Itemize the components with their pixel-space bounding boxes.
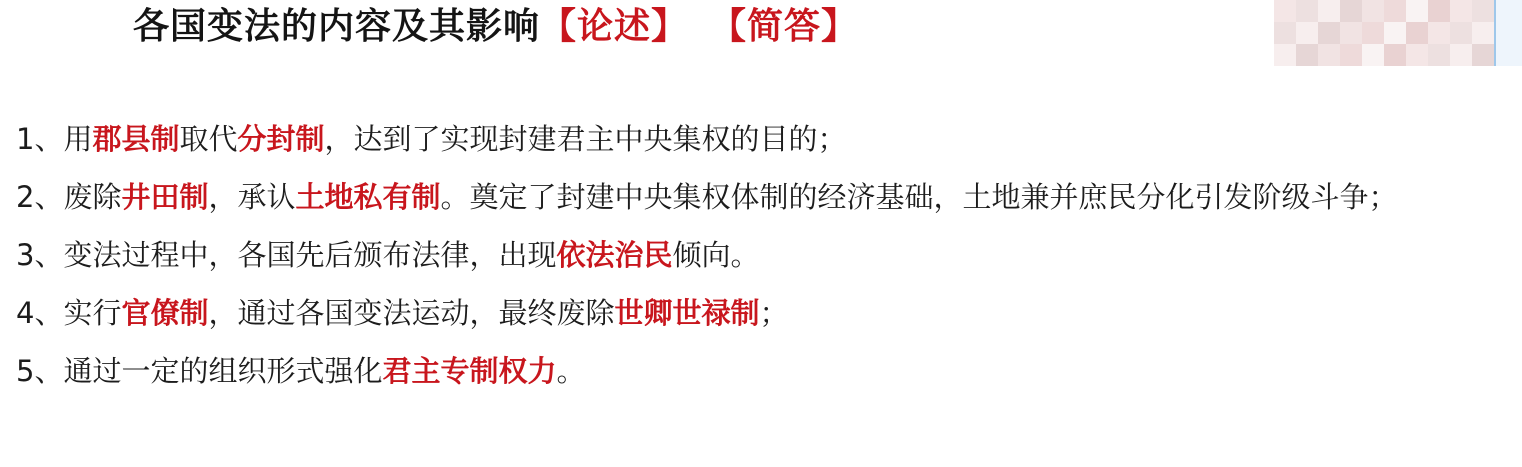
item-text: 3、变法过程中，各国先后颁布法律，出现 [16, 238, 557, 272]
highlight-term: 官僚制 [121, 296, 209, 330]
mosaic-cell [1472, 22, 1494, 44]
item-text: ，达到了实现封建君主中央集权的目的； [324, 122, 847, 156]
item-text: 5、通过一定的组织形式强化 [16, 354, 383, 388]
item-text: 4、实行 [16, 296, 122, 330]
item-text: 。奠定了封建中央集权体制的经济基础，土地兼并庶民分化引发阶级斗争； [440, 180, 1398, 214]
title-text: 各国变法的内容及其影响 [133, 6, 541, 47]
mosaic-cell [1428, 0, 1450, 22]
highlight-term: 分封制 [237, 122, 325, 156]
item-text: 。 [556, 354, 586, 388]
mosaic-cell [1428, 44, 1450, 66]
mosaic-cell [1274, 22, 1296, 44]
highlight-term: 郡县制 [92, 122, 180, 156]
item-text: ，通过各国变法运动，最终废除 [208, 296, 615, 330]
mosaic-cell [1340, 0, 1362, 22]
item-text: ，承认 [208, 180, 296, 214]
item-text: 倾向。 [672, 238, 760, 272]
mosaic-cell [1472, 44, 1494, 66]
highlight-term: 井田制 [121, 180, 209, 214]
mosaic-cell [1296, 22, 1318, 44]
mosaic-cell [1406, 0, 1428, 22]
mosaic-cell [1274, 44, 1296, 66]
item-text: ； [759, 296, 789, 330]
blurred-watermark [1274, 0, 1522, 66]
mosaic-cell [1318, 0, 1340, 22]
mosaic-cell [1362, 22, 1384, 44]
page-title [133, 2, 858, 52]
mosaic-cell [1406, 44, 1428, 66]
mosaic-cell [1296, 0, 1318, 22]
tag-discussion: 【论述】 [540, 6, 689, 47]
mosaic-cell [1318, 44, 1340, 66]
mosaic-cell [1384, 0, 1406, 22]
highlight-term: 土地私有制 [295, 180, 441, 214]
mosaic-cell [1450, 44, 1472, 66]
mosaic-cell [1406, 22, 1428, 44]
mosaic-cell [1450, 22, 1472, 44]
mosaic-cell [1362, 44, 1384, 66]
mosaic-cell [1428, 22, 1450, 44]
mosaic-cell [1296, 44, 1318, 66]
mosaic-cell [1384, 22, 1406, 44]
list-item-3 [16, 226, 1511, 284]
item-text: 取代 [179, 122, 238, 156]
list-item-5 [16, 342, 1511, 400]
highlight-term: 世卿世禄制 [614, 296, 760, 330]
mosaic-cell [1384, 44, 1406, 66]
list-item-1 [16, 110, 1511, 168]
mosaic-cell [1274, 0, 1296, 22]
list-item-4 [16, 284, 1511, 342]
mosaic-cell [1362, 0, 1384, 22]
highlight-term: 依法治民 [556, 238, 673, 272]
item-text: 2、废除 [16, 180, 122, 214]
window-edge [1494, 0, 1522, 66]
item-text: 1、用 [16, 122, 93, 156]
content-list [16, 110, 1511, 400]
highlight-term: 君主专制权力 [382, 354, 557, 388]
mosaic-cell [1340, 22, 1362, 44]
mosaic-cell [1340, 44, 1362, 66]
mosaic-cell [1472, 0, 1494, 22]
list-item-2 [16, 168, 1511, 226]
mosaic-cell [1450, 0, 1472, 22]
mosaic-cell [1318, 22, 1340, 44]
tag-short-answer: 【简答】 [710, 6, 859, 47]
